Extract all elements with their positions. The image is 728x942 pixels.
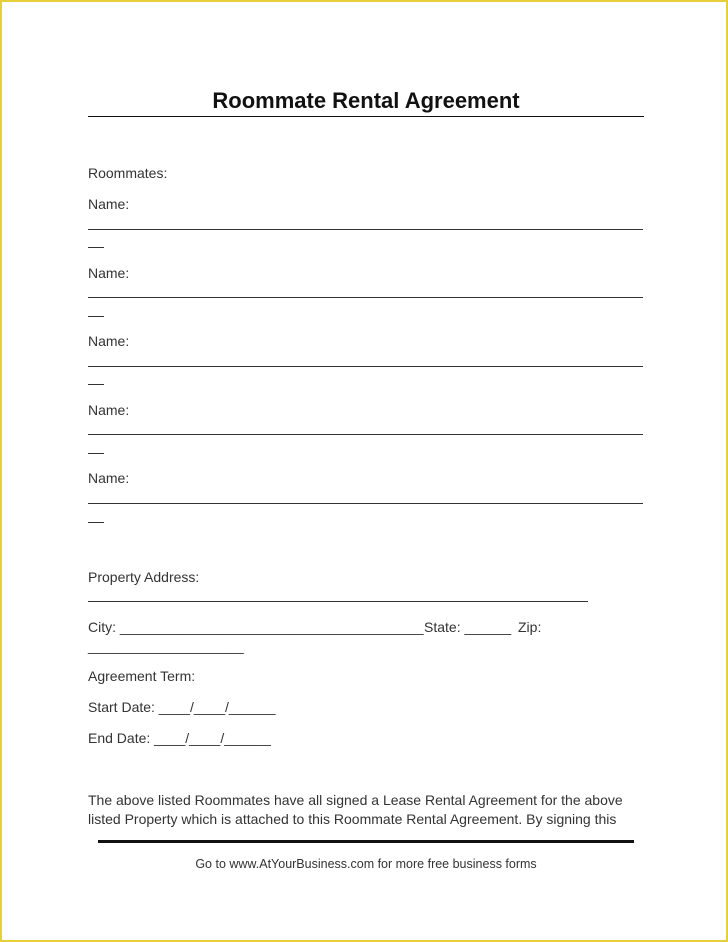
- footer-rule: [98, 840, 634, 843]
- name-label-2: Name:: [88, 265, 130, 281]
- name-line-4[interactable]: [88, 434, 643, 435]
- name-line-1[interactable]: [88, 229, 643, 230]
- name-line-5[interactable]: [88, 503, 643, 504]
- title-underline: [88, 116, 644, 117]
- state-field[interactable]: State: ______: [424, 619, 512, 635]
- name-line-tail-1: [88, 247, 104, 248]
- name-line-tail-2: [88, 316, 104, 317]
- name-label-1: Name:: [88, 196, 130, 212]
- name-line-tail-4: [88, 453, 104, 454]
- start-date-field[interactable]: Start Date: ____/____/______: [88, 699, 276, 715]
- name-label-5: Name:: [88, 470, 130, 486]
- city-field[interactable]: City: _______________________________________: [88, 619, 424, 635]
- zip-line[interactable]: ____________________: [88, 638, 244, 654]
- agreement-paragraph: The above listed Roommates have all signed a Lease Rental Agreement for the above listed Property which is attached to this Roommate Rental Agreement. By signing this: [88, 792, 623, 827]
- footer-text: Go to www.AtYourBusiness.com for more free business forms: [195, 857, 537, 871]
- name-line-3[interactable]: [88, 366, 643, 367]
- name-label-4: Name:: [88, 402, 130, 418]
- document-title: Roommate Rental Agreement: [212, 88, 520, 113]
- roommates-label: Roommates:: [88, 165, 168, 181]
- name-line-tail-3: [88, 384, 104, 385]
- property-address-label: Property Address:: [88, 569, 200, 585]
- name-label-3: Name:: [88, 333, 130, 349]
- name-line-2[interactable]: [88, 297, 643, 298]
- name-line-tail-5: [88, 522, 104, 523]
- agreement-term-label: Agreement Term:: [88, 668, 196, 684]
- property-address-line[interactable]: [88, 601, 588, 602]
- zip-label: Zip:: [518, 619, 542, 635]
- end-date-field[interactable]: End Date: ____/____/______: [88, 730, 271, 746]
